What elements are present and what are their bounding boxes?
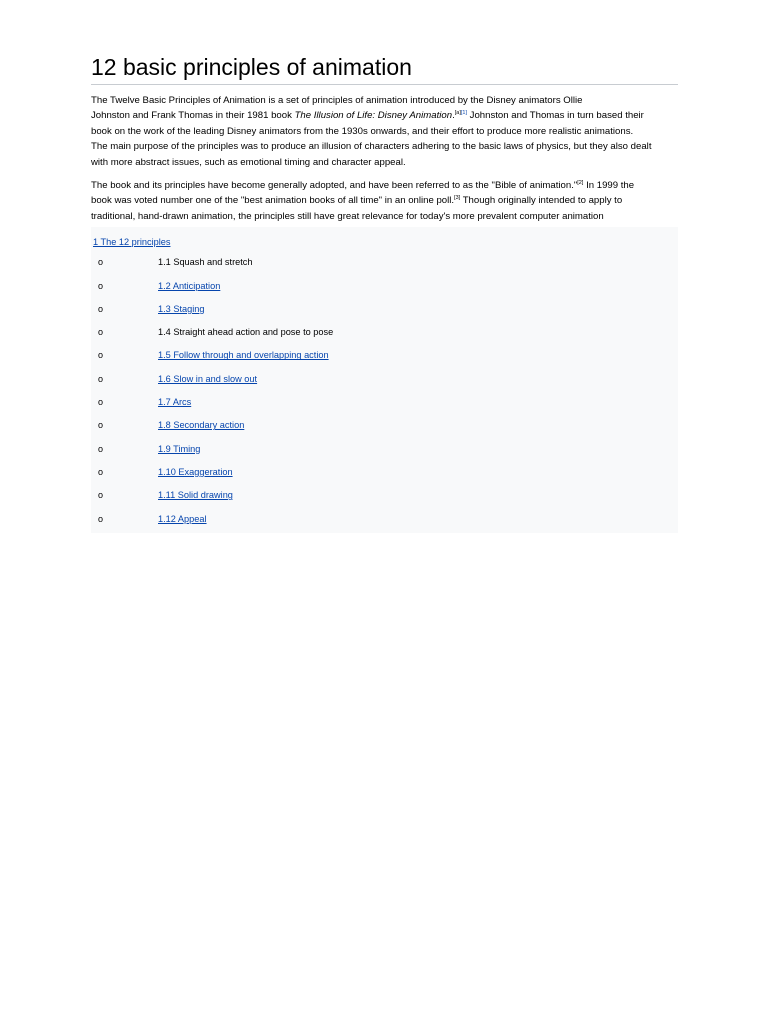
second-line-2-text-a: book was voted number one of the "best animation books of all time" in an online poll. [91, 195, 455, 207]
bullet-icon: o [98, 373, 104, 384]
toc-link[interactable]: 1.2 Anticipation [158, 280, 221, 291]
table-of-contents [91, 227, 678, 533]
toc-item [91, 251, 678, 274]
intro-paragraph [91, 93, 678, 170]
second-line-2 [91, 193, 678, 208]
toc-item [91, 368, 678, 391]
toc-list [91, 251, 678, 531]
toc-item [91, 344, 678, 367]
toc-label: 1.1 Squash and stretch [158, 257, 253, 268]
second-paragraph [91, 178, 678, 224]
bullet-icon: o [98, 420, 104, 431]
article [91, 52, 678, 533]
citation-3: [3] [454, 195, 461, 202]
intro-line-2 [91, 108, 678, 123]
toc-link[interactable]: 1.10 Exaggeration [158, 466, 233, 477]
bullet-icon: o [98, 280, 104, 291]
toc-item [91, 484, 678, 507]
bullet-icon: o [98, 443, 104, 454]
citation-2: [2] [577, 179, 584, 186]
intro-line-5: with more abstract issues, such as emotional timing and character appeal. [91, 156, 406, 168]
toc-item [91, 298, 678, 321]
bullet-icon: o [98, 490, 104, 501]
book-title: The Illusion of Life: Disney Animation [294, 110, 453, 122]
intro-line-2-text-b: . [452, 110, 455, 122]
toc-link[interactable]: 1.6 Slow in and slow out [158, 373, 258, 384]
bullet-icon: o [98, 513, 104, 524]
toc-link[interactable]: 1.11 Solid drawing [158, 490, 233, 501]
toc-link[interactable]: 1.12 Appeal [158, 513, 207, 524]
second-line-1-text-a: The book and its principles have become generally adopted, and have been referred to as the "Bible of animation." [91, 180, 578, 192]
bullet-icon: o [98, 397, 104, 408]
footnote-a: [a] [454, 110, 461, 117]
toc-link[interactable]: 1.8 Secondary action [158, 420, 245, 431]
toc-item [91, 414, 678, 437]
second-line-2-text-b: Though originally intended to apply to [460, 195, 623, 207]
bullet-icon: o [98, 350, 104, 361]
toc-link[interactable]: 1.5 Follow through and overlapping action [158, 350, 329, 361]
second-line-1 [91, 178, 678, 193]
toc-link-principles[interactable]: 1 The 12 principles [93, 237, 171, 248]
second-line-3: traditional, hand-drawn animation, the principles still have great relevance for today's more prevalent computer animation [91, 210, 604, 222]
intro-line-3: book on the work of the leading Disney animators from the 1930s onwards, and their effort to produce more realistic animations. [91, 125, 634, 137]
intro-line-4: The main purpose of the principles was to produce an illusion of characters adhering to the basic laws of physics, but they also dealt [91, 141, 652, 153]
toc-item [91, 438, 678, 461]
citation-1-link[interactable]: [1] [460, 110, 467, 117]
intro-line-2-text-a: Johnston and Frank Thomas in their 1981 book [91, 110, 295, 122]
bullet-icon: o [98, 303, 104, 314]
toc-label: 1.4 Straight ahead action and pose to pose [158, 327, 334, 338]
toc-item [91, 391, 678, 414]
intro-line-2-text-c: Johnston and Thomas in turn based their [466, 110, 644, 122]
second-line-1-text-b: In 1999 the [583, 180, 635, 192]
bullet-icon: o [98, 257, 104, 268]
toc-item [91, 275, 678, 298]
toc-link[interactable]: 1.7 Arcs [158, 397, 192, 408]
toc-link[interactable]: 1.3 Staging [158, 303, 205, 314]
toc-link[interactable]: 1.9 Timing [158, 443, 201, 454]
intro-line-1: The Twelve Basic Principles of Animation is a set of principles of animation introduced by the Disney animators Ollie [91, 95, 583, 106]
bullet-icon: o [98, 327, 104, 338]
bullet-icon: o [98, 466, 104, 477]
toc-item [91, 461, 678, 484]
toc-item [91, 508, 678, 531]
toc-section-1 [91, 233, 678, 251]
page-title: 12 basic principles of animation [91, 52, 678, 85]
toc-item [91, 321, 678, 344]
